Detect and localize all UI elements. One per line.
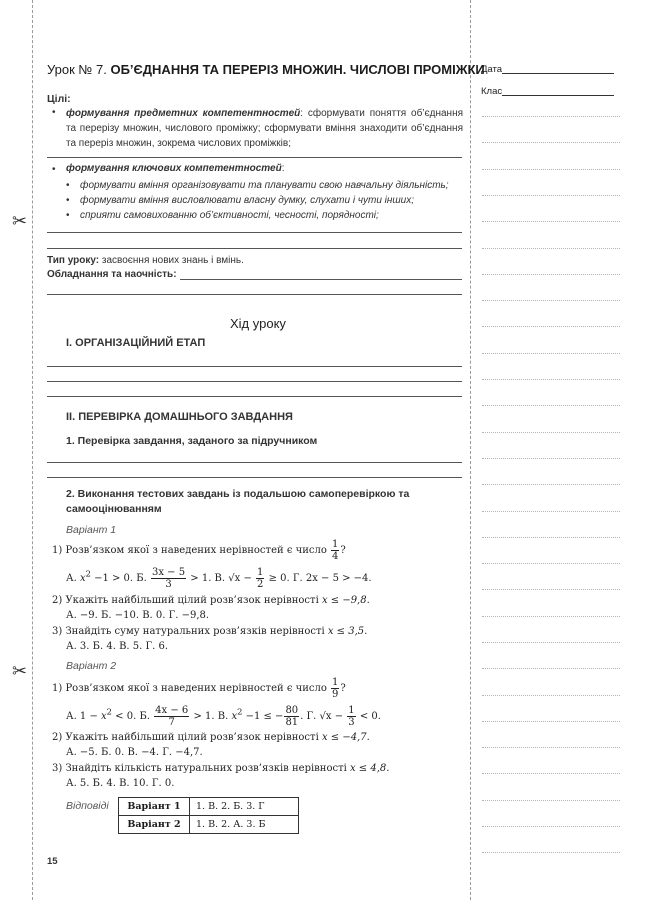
- write-line[interactable]: [47, 396, 462, 397]
- bullet: •: [66, 210, 70, 221]
- equipment: [47, 269, 177, 280]
- write-line[interactable]: [47, 157, 462, 158]
- math: √x: [319, 711, 332, 722]
- write-line[interactable]: [47, 294, 462, 295]
- note-line[interactable]: [482, 142, 620, 143]
- v1-question-1: [52, 539, 346, 562]
- equipment-label: Обладнання та наочність:: [47, 269, 177, 280]
- fraction: [256, 567, 264, 590]
- course-heading: Хід уроку: [230, 316, 286, 331]
- denominator: 2: [257, 579, 264, 590]
- math: −: [331, 711, 347, 722]
- fraction: [331, 539, 339, 562]
- subsection-2-heading-cont: самооцінюванням: [66, 503, 162, 515]
- option-text: . Г.: [300, 711, 320, 722]
- note-line[interactable]: [482, 589, 620, 590]
- goal-key-item: формувати вміння організовувати та планувати свою навчальну діяльність;: [80, 180, 449, 191]
- date-field[interactable]: [502, 73, 614, 74]
- goal-key-item: сприяти самовихованню об’єктивності, чесності, порядності;: [80, 210, 379, 221]
- note-line[interactable]: [482, 405, 620, 406]
- question-text: 1) Розв’язком якої з наведених нерівностей є число: [52, 683, 327, 694]
- write-line[interactable]: [47, 248, 462, 249]
- v2-answers-2: А. −5. Б. 0. В. −4. Г. −4,7.: [66, 747, 203, 758]
- note-line[interactable]: [482, 852, 620, 853]
- note-line[interactable]: [482, 563, 620, 564]
- write-line[interactable]: [47, 462, 462, 463]
- numerator: 80: [285, 705, 299, 716]
- question-end: ?: [340, 683, 346, 694]
- lesson-type: [47, 255, 244, 266]
- variant-2-label: Варіант 2: [66, 660, 117, 672]
- write-line[interactable]: [47, 366, 462, 367]
- numerator: 1: [348, 705, 355, 716]
- option-text: > 1. В.: [187, 573, 229, 584]
- note-line[interactable]: [482, 248, 620, 249]
- denominator: 81: [285, 717, 299, 728]
- answer-value: 1. В. 2. А. 3. Б: [190, 816, 299, 834]
- math: x ≤ −4,7.: [318, 732, 370, 743]
- note-line[interactable]: [482, 642, 620, 643]
- denominator: 3: [165, 579, 172, 590]
- goal-key-item: формувати вміння висловлювати власну думку, слухати і чути інших;: [80, 195, 415, 206]
- fraction: [151, 567, 186, 590]
- math: x ≤ −9,8.: [318, 595, 370, 606]
- note-line[interactable]: [482, 116, 620, 117]
- answer-value: 1. В. 2. Б. 3. Г: [190, 798, 299, 816]
- numerator: 1: [257, 567, 264, 578]
- math: −: [240, 573, 256, 584]
- answer-key: Варіант 1: [119, 798, 190, 816]
- option-text: −1 > 0. Б.: [90, 573, 150, 584]
- question-end: ?: [340, 545, 346, 556]
- denominator: 4: [332, 551, 339, 562]
- answers-label: Відповіді: [66, 800, 109, 812]
- option-text: > 1. В.: [190, 711, 232, 722]
- question-text: 2) Укажіть найбільший цілий розв’язок нерівності: [52, 595, 319, 606]
- answer-key: Варіант 2: [119, 816, 190, 834]
- note-line[interactable]: [482, 511, 620, 512]
- fraction: [331, 677, 339, 700]
- variant-1-label: Варіант 1: [66, 524, 117, 536]
- note-line[interactable]: [482, 537, 620, 538]
- math: √x: [228, 573, 241, 584]
- fraction: [154, 705, 189, 728]
- goal-subject-title: формування предметних компетентностей: [66, 108, 301, 119]
- equipment-field[interactable]: [180, 279, 462, 280]
- v1-answers-3: А. 3. Б. 4. В. 5. Г. 6.: [66, 641, 169, 652]
- v2-question-1: [52, 677, 346, 700]
- goal-subject: [66, 106, 463, 151]
- bullet: •: [52, 107, 56, 118]
- write-line[interactable]: [47, 477, 462, 478]
- note-line[interactable]: [482, 695, 620, 696]
- math: −1 ≤ −: [242, 711, 284, 722]
- lesson-type-value: засвоєння нових знань і вмінь.: [99, 255, 244, 266]
- margin-separator: [470, 0, 471, 900]
- note-line[interactable]: [482, 195, 620, 196]
- option-text: А. 1 −: [66, 711, 102, 722]
- scissors-icon: ✂: [12, 211, 28, 232]
- denominator: 7: [168, 717, 175, 728]
- note-line[interactable]: [482, 484, 620, 485]
- fraction: [347, 705, 355, 728]
- option-text: < 0. Б.: [111, 711, 154, 722]
- note-line[interactable]: [482, 169, 620, 170]
- v2-question-2: [52, 732, 370, 743]
- v2-answers-1: [66, 705, 381, 728]
- note-line[interactable]: [482, 432, 620, 433]
- subsection-2-heading: 2. Виконання тестових завдань із подальшою самоперевіркою та: [66, 488, 410, 500]
- goal-key-title: формування ключових компетентностей: [66, 163, 282, 174]
- table-row: [119, 798, 299, 816]
- stage-1-heading: I. ОРГАНІЗАЦІЙНИЙ ЕТАП: [66, 337, 206, 349]
- note-line[interactable]: [482, 458, 620, 459]
- lesson-title: [47, 62, 485, 77]
- note-line[interactable]: [482, 668, 620, 669]
- note-line[interactable]: [482, 353, 620, 354]
- note-line[interactable]: [482, 800, 620, 801]
- goal-subject-text: : сформувати поняття об’єднання та перерізу множин, числового проміжку; сформувати вміння знаходити об’єднання та переріз множин, зокрема числових проміжків;: [66, 108, 464, 149]
- bullet: •: [66, 195, 70, 206]
- write-line[interactable]: [47, 381, 462, 382]
- note-line[interactable]: [482, 616, 620, 617]
- denominator: 3: [348, 717, 355, 728]
- math: x ≤ 4,8.: [346, 763, 390, 774]
- note-line[interactable]: [482, 326, 620, 327]
- denominator: 9: [332, 689, 339, 700]
- note-line[interactable]: [482, 221, 620, 222]
- stage-2-heading: II. ПЕРЕВІРКА ДОМАШНЬОГО ЗАВДАННЯ: [66, 411, 293, 423]
- numerator: 1: [332, 677, 339, 688]
- question-text: 2) Укажіть найбільший цілий розв’язок нерівності: [52, 732, 319, 743]
- v1-answers-2: А. −9. Б. −10. В. 0. Г. −9,8.: [66, 610, 210, 621]
- v1-question-3: [52, 626, 367, 637]
- math: x: [231, 711, 238, 722]
- v1-answers-1: [66, 567, 372, 590]
- note-line[interactable]: [482, 826, 620, 827]
- question-text: 1) Розв’язком якої з наведених нерівностей є число: [52, 545, 327, 556]
- math: x: [79, 573, 86, 584]
- bullet: •: [66, 180, 70, 191]
- note-line[interactable]: [482, 747, 620, 748]
- math: x: [101, 711, 107, 722]
- option-text: А.: [66, 573, 80, 584]
- superscript: 2: [237, 706, 243, 717]
- math: x ≤ 3,5.: [324, 626, 368, 637]
- lesson-number: Урок № 7.: [47, 62, 107, 77]
- class-field[interactable]: [502, 95, 614, 96]
- class-label: Клас: [481, 86, 503, 97]
- note-line[interactable]: [482, 773, 620, 774]
- table-row: [119, 816, 299, 834]
- numerator: 1: [332, 539, 339, 550]
- note-line[interactable]: [482, 721, 620, 722]
- superscript: 2: [106, 706, 112, 717]
- date-label: Дата: [481, 64, 503, 75]
- numerator: 4x − 6: [155, 705, 189, 716]
- lesson-type-label: Тип уроку:: [47, 255, 100, 266]
- option-text: 2x − 5 > −4.: [305, 573, 372, 584]
- numerator: 3x − 5: [151, 567, 186, 578]
- v1-question-2: [52, 595, 370, 606]
- scissors-icon: ✂: [12, 661, 28, 682]
- subsection-1-heading: 1. Перевірка завдання, заданого за підручником: [66, 435, 318, 447]
- option-text: ≥ 0. Г.: [265, 573, 306, 584]
- v2-answers-3: А. 5. Б. 4. В. 10. Г. 0.: [66, 778, 175, 789]
- page-number: 15: [47, 856, 58, 867]
- superscript: 2: [85, 568, 91, 579]
- lesson-topic: ОБ’ЄДНАННЯ ТА ПЕРЕРІЗ МНОЖИН. ЧИСЛОВІ ПРОМІЖКИ: [110, 62, 485, 77]
- note-line[interactable]: [482, 274, 620, 275]
- goal-key: формування ключових компетентностей:: [66, 163, 285, 174]
- fraction: [284, 705, 299, 728]
- write-line[interactable]: [47, 232, 462, 233]
- question-text: 3) Знайдіть суму натуральних розв’язків нерівності: [52, 626, 325, 637]
- bullet: •: [52, 164, 56, 175]
- option-text: < 0.: [356, 711, 381, 722]
- goals-heading: Цілі:: [47, 93, 71, 105]
- answers-table: [118, 797, 299, 834]
- v2-question-3: [52, 763, 389, 774]
- note-line[interactable]: [482, 379, 620, 380]
- cut-line-left: [32, 0, 33, 900]
- question-text: 3) Знайдіть кількість натуральних розв’язків нерівності: [52, 763, 347, 774]
- note-line[interactable]: [482, 300, 620, 301]
